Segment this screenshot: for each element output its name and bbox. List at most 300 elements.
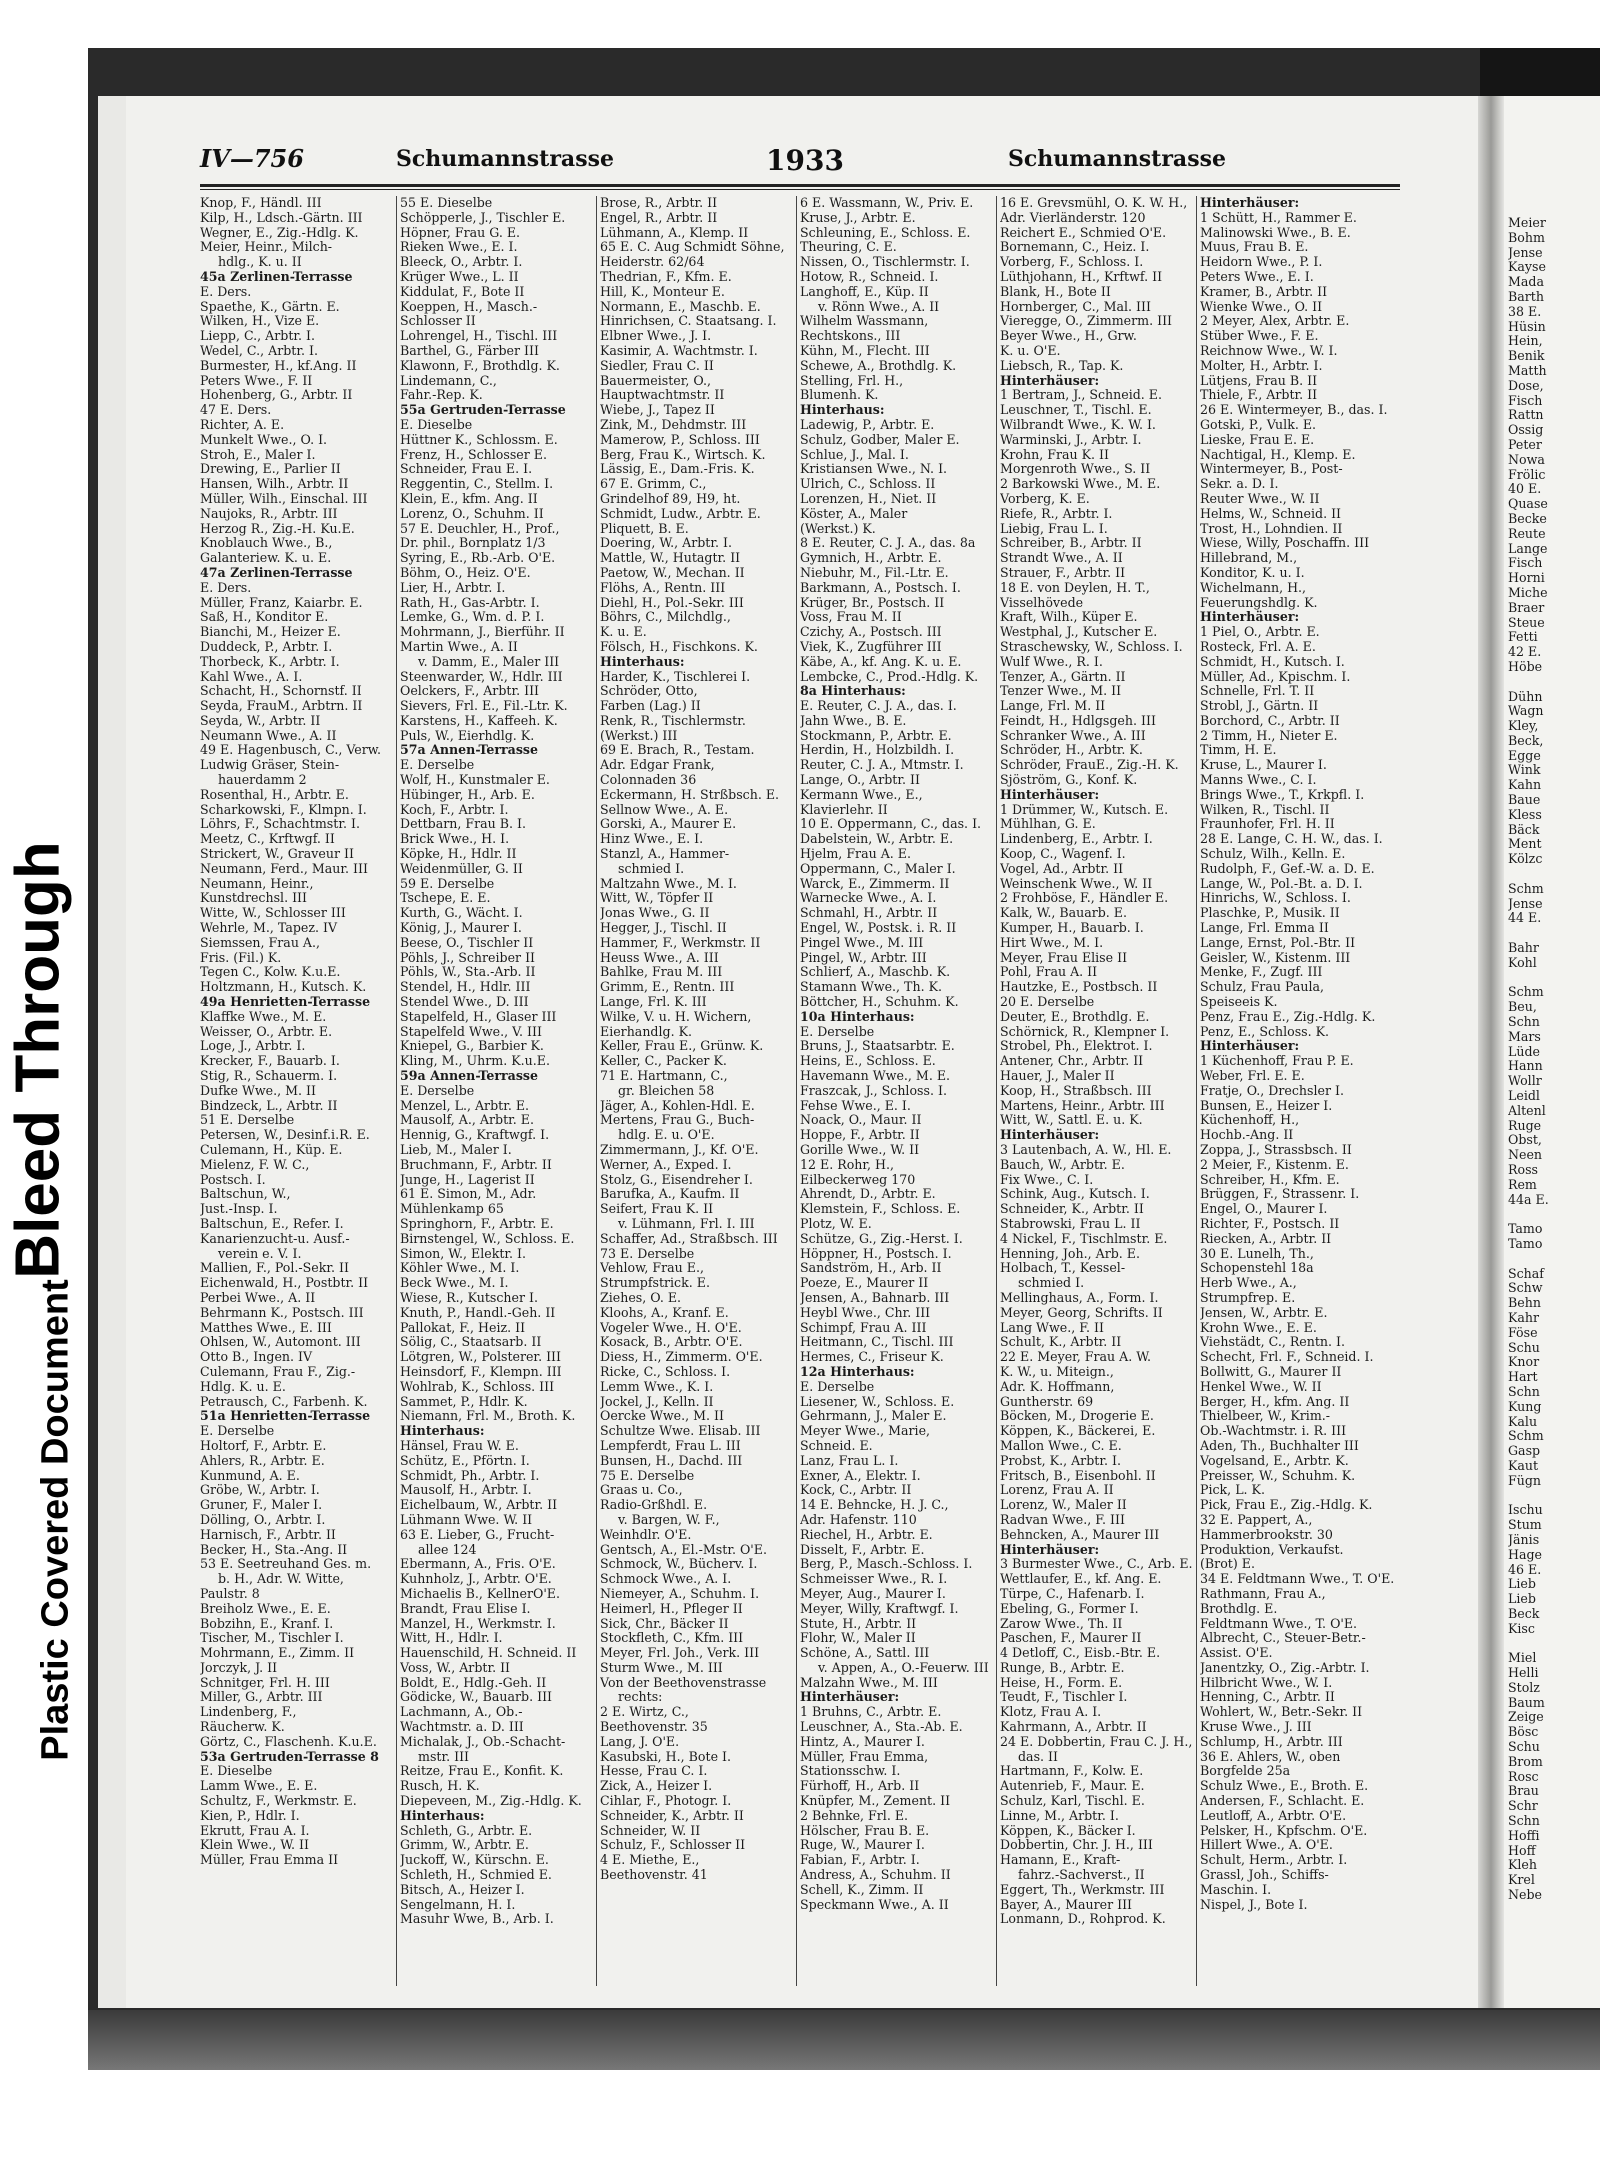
- directory-entry: Eichenwald, H., Postbtr. II: [200, 1276, 369, 1291]
- directory-columns: [200, 196, 1400, 1986]
- directory-entry: Strumpfrep. E.: [1200, 1290, 1296, 1305]
- directory-entry: Mühlhan, G. E.: [1000, 817, 1096, 832]
- next-page-fragment: 44a E.: [1508, 1192, 1549, 1207]
- directory-entry: Hillert Wwe., A. O'E.: [1200, 1838, 1333, 1853]
- directory-entry: Dölling, O., Arbtr. I.: [200, 1512, 326, 1527]
- directory-entry: Siemssen, Frau A.,: [200, 935, 321, 950]
- directory-entry: Hübinger, H., Arb. E.: [400, 787, 535, 802]
- directory-entry: Straschewsky, W., Schloss. I.: [1000, 639, 1183, 654]
- directory-entry: Rathmann, Frau A.,: [1200, 1586, 1326, 1601]
- directory-entry: E. Derselbe: [400, 1083, 475, 1098]
- directory-entry: Reuter Wwe., W. II: [1200, 491, 1320, 506]
- next-page-fragment: Lüde: [1508, 1044, 1540, 1059]
- directory-entry: Meetz, C., Krftwgf. II: [200, 832, 335, 847]
- directory-entry: Sturm Wwe., M. III: [600, 1660, 723, 1675]
- next-page-fragment: Schn: [1508, 1015, 1540, 1030]
- directory-entry: Kling, M., Uhrm. K.u.E.: [400, 1054, 550, 1069]
- directory-entry: 3 Lautenbach, A. W., Hl. E.: [1000, 1143, 1172, 1157]
- next-page-fragment: Jense: [1508, 245, 1543, 260]
- directory-entry: Kraft, Wilh., Küper E.: [1000, 610, 1138, 625]
- street-title-left: Schumannstrasse: [396, 146, 614, 172]
- directory-entry: Autenrieb, F., Maur. E.: [1000, 1779, 1145, 1794]
- next-page-fragment: Ruge: [1508, 1118, 1542, 1133]
- directory-entry: Ebeling, G., Former I.: [1000, 1601, 1139, 1616]
- directory-entry: Reichert E., Schmied O'E.: [1000, 225, 1167, 240]
- directory-entry: 75 E. Derselbe: [600, 1468, 695, 1483]
- directory-entry: 26 E. Wintermeyer, B., das. I.: [1200, 403, 1388, 418]
- directory-entry: Seyda, W., Arbtr. II: [200, 713, 321, 728]
- directory-entry: Schleth, H., Schmied E.: [400, 1868, 552, 1883]
- directory-entry: Reggentin, C., Stellm. I.: [400, 477, 554, 492]
- directory-entry: Schreiber, B., Arbtr. II: [1000, 536, 1142, 551]
- directory-entry: Köppen, K., Bäckerei, E.: [1000, 1424, 1156, 1439]
- directory-entry: Duddeck, P., Arbtr. I.: [200, 639, 333, 654]
- directory-entry: Eggert, Th., Werkmstr. III: [1000, 1882, 1165, 1897]
- directory-entry: Tischer, M., Tischler I.: [200, 1631, 344, 1646]
- directory-entry: Hinterhäuser:: [1200, 196, 1300, 210]
- directory-entry: Voss, Frau M. II: [800, 610, 902, 625]
- directory-entry: Lorenz, O., Schuhm. II: [400, 506, 544, 521]
- directory-column-5: [1000, 196, 1196, 1986]
- directory-entry: Farben (Lag.) II: [600, 699, 701, 714]
- directory-entry: Schmidt, H., Kutsch. I.: [1200, 654, 1345, 669]
- directory-entry: 36 E. Ahlers, W., oben: [1200, 1749, 1341, 1764]
- directory-entry: 16 E. Grevsmühl, O. K. W. H.,: [1000, 196, 1188, 210]
- directory-entry: (Brot) E.: [1200, 1557, 1255, 1572]
- directory-entry: Bauermeister, O.,: [600, 373, 711, 388]
- next-page-fragment: Neen: [1508, 1148, 1543, 1163]
- directory-entry: rechts:: [618, 1690, 663, 1705]
- next-page-fragment: Baue: [1508, 793, 1541, 808]
- directory-entry: Mellinghaus, A., Form. I.: [1000, 1290, 1159, 1305]
- directory-entry: Breiholz Wwe., E. E.: [200, 1601, 331, 1616]
- directory-entry: Stig, R., Schauerm. I.: [200, 1069, 338, 1084]
- directory-entry: Manzel, H., Werkmstr. I.: [400, 1616, 556, 1631]
- directory-entry: Paetow, W., Mechan. II: [600, 565, 745, 580]
- directory-entry: Plaschke, P., Musik. II: [1200, 906, 1340, 921]
- next-page-fragment: 42 E.: [1508, 645, 1542, 660]
- directory-entry: Ruge, W., Maurer I.: [800, 1838, 925, 1853]
- directory-entry: Köppen, K., Bäcker I.: [1000, 1823, 1136, 1838]
- directory-entry: Miller, G., Arbtr. III: [200, 1690, 323, 1705]
- directory-entry: Galanteriew. K. u. E.: [200, 551, 332, 566]
- directory-entry: Zick, A., Heizer I.: [600, 1779, 713, 1794]
- directory-entry: Culemann, Frau F., Zig.-: [200, 1364, 356, 1379]
- directory-column-4: [800, 196, 996, 1986]
- directory-entry: Birnstengel, W., Schloss. E.: [400, 1231, 575, 1246]
- directory-entry: Burmester, H., kf.Ang. II: [200, 358, 357, 373]
- directory-entry: E. Reuter, C. J. A., das. I.: [800, 699, 957, 714]
- directory-entry: Weidenmüller, G. II: [400, 861, 523, 876]
- directory-entry: Krüger, Br., Postsch. II: [800, 595, 945, 610]
- directory-entry: Bunsen, H., Dachd. III: [600, 1453, 743, 1468]
- next-page-fragment: Zeige: [1508, 1710, 1544, 1725]
- directory-entry: Heinsdorf, F., Klempn. III: [400, 1364, 562, 1379]
- directory-entry: Antener, Chr., Arbtr. II: [1000, 1054, 1144, 1069]
- directory-entry: Weisser, O., Arbtr. E.: [200, 1024, 333, 1039]
- directory-entry: 67 E. Grimm, C.,: [600, 477, 707, 492]
- directory-entry: Stanzl, A., Hammer-: [600, 847, 730, 862]
- directory-entry: Lorenzen, H., Niet. II: [800, 491, 937, 506]
- directory-entry: Wienke Wwe., O. II: [1200, 299, 1323, 314]
- directory-entry: Kalk, W., Bauarb. E.: [1000, 906, 1128, 921]
- next-page-fragment: Kleh: [1508, 1858, 1538, 1873]
- directory-entry: Krohn Wwe., E. E.: [1200, 1320, 1317, 1335]
- directory-entry: Lemke, G., Wm. d. P. I.: [400, 610, 545, 625]
- directory-entry: Mielenz, F. W. C.,: [200, 1157, 310, 1172]
- next-page-fragment: Schn: [1508, 1384, 1540, 1399]
- directory-entry: Leuschner, T., Tischl. E.: [1000, 403, 1152, 418]
- directory-entry: Stapelfeld Wwe., V. III: [400, 1024, 542, 1039]
- directory-entry: 53 E. Seetreuhand Ges. m.: [200, 1557, 372, 1572]
- directory-entry: Martin Wwe., A. II: [400, 639, 518, 654]
- next-page-fragment: Wollr: [1508, 1074, 1542, 1089]
- next-page-fragment: [1508, 926, 1600, 941]
- directory-entry: Lütjens, Frau B. II: [1200, 373, 1318, 388]
- directory-entry: 57a Annen-Terrasse: [400, 743, 539, 758]
- directory-entry: hauerdamm 2: [218, 773, 307, 788]
- next-page-fragment: Schu: [1508, 1340, 1540, 1355]
- directory-entry: Pöhls, J., Schreiber II: [400, 950, 536, 965]
- directory-entry: Jockel, J., Kelln. II: [600, 1394, 714, 1409]
- directory-entry: Köhler Wwe., M. I.: [400, 1261, 520, 1276]
- directory-entry: Schneider, K., Arbtr. II: [1000, 1202, 1144, 1217]
- directory-entry: Schimpf, Frau A. III: [800, 1320, 927, 1335]
- directory-entry: Strickert, W., Graveur II: [200, 847, 354, 862]
- directory-entry: Schöne, A., Sattl. III: [800, 1646, 930, 1661]
- directory-entry: 12a Hinterhaus:: [800, 1364, 915, 1379]
- directory-entry: Krohn, Frau K. II: [1000, 447, 1109, 462]
- next-page-fragment: Kayse: [1508, 260, 1546, 275]
- directory-entry: Schulz, Godber, Maler E.: [800, 432, 960, 447]
- directory-entry: Hotow, R., Schneid. I.: [800, 269, 939, 284]
- directory-entry: 2 Behnke, Frl. E.: [800, 1808, 909, 1823]
- directory-entry: Feldtmann Wwe., T. O'E.: [1200, 1616, 1358, 1631]
- directory-entry: Czichy, A., Postsch. III: [800, 625, 942, 640]
- directory-entry: 22 E. Meyer, Frau A. W.: [1000, 1350, 1152, 1365]
- directory-entry: Schnitger, Frl. H. III: [200, 1675, 330, 1690]
- directory-entry: Kramer, B., Arbtr. II: [1200, 284, 1328, 299]
- directory-entry: Maltzahn Wwe., M. I.: [600, 876, 737, 891]
- directory-entry: Zarow Wwe., Th. II: [1000, 1616, 1123, 1631]
- directory-entry: Heiderstr. 62/64: [600, 255, 705, 270]
- directory-entry: Barufka, A., Kaufm. II: [600, 1187, 740, 1202]
- next-page-fragment: Hoffi: [1508, 1828, 1540, 1843]
- next-page-fragment: Kohl: [1508, 955, 1537, 970]
- directory-entry: Witt, W., Sattl. E. u. K.: [1000, 1113, 1143, 1128]
- directory-entry: Krüger Wwe., L. II: [400, 269, 519, 284]
- directory-entry: 24 E. Dobbertin, Frau C. J. H.,: [1000, 1734, 1193, 1749]
- directory-entry: Aden, Th., Buchhalter III: [1200, 1438, 1359, 1453]
- directory-entry: Behrmann K., Postsch. III: [200, 1305, 364, 1320]
- directory-entry: E. Dieselbe: [200, 1764, 273, 1779]
- directory-entry: Thorbeck, K., Arbtr. I.: [200, 654, 340, 669]
- directory-entry: Schröder, H., Arbtr. K.: [1000, 743, 1143, 758]
- directory-entry: Langhoff, E., Küp. II: [800, 284, 929, 299]
- directory-entry: 30 E. Lunelh, Th.,: [1200, 1246, 1314, 1261]
- directory-entry: Berg, P., Masch.-Schloss. I.: [800, 1557, 973, 1572]
- directory-entry: Oelckers, F., Arbtr. III: [400, 684, 540, 699]
- directory-entry: Radvan Wwe., F. III: [1000, 1512, 1125, 1527]
- directory-entry: Heuss Wwe., A. III: [600, 950, 719, 965]
- directory-entry: E. Derselbe: [800, 1379, 875, 1394]
- directory-entry: 63 E. Lieber, G., Frucht-: [400, 1527, 555, 1542]
- side-label-area: [0, 640, 80, 1761]
- directory-entry: Schulz, Frau Paula,: [1200, 980, 1325, 995]
- directory-entry: Ebermann, A., Fris. O'E.: [400, 1557, 556, 1572]
- directory-entry: Heidorn Wwe., P. I.: [1200, 255, 1323, 270]
- next-page-fragment: 46 E.: [1508, 1562, 1542, 1577]
- next-page-fragment: Steue: [1508, 615, 1545, 630]
- directory-entry: Trost, H., Lohndien. II: [1200, 521, 1343, 536]
- directory-entry: Hoppe, F., Arbtr. II: [800, 1128, 920, 1143]
- next-page-fragment: Egge: [1508, 748, 1541, 763]
- page-header: [200, 140, 1400, 180]
- directory-entry: Paschen, F., Maurer II: [1000, 1631, 1142, 1646]
- directory-entry: 47a Zerlinen-Terrasse: [200, 565, 353, 580]
- directory-entry: Warck, E., Zimmerm. II: [800, 876, 950, 891]
- directory-entry: Gödicke, W., Bauarb. III: [400, 1690, 553, 1705]
- directory-entry: Warnecke Wwe., A. I.: [800, 891, 937, 906]
- directory-entry: Hölscher, Frau B. E.: [800, 1823, 930, 1838]
- next-page-fragment: Kahr: [1508, 1310, 1540, 1325]
- directory-entry: Rosenthal, H., Arbtr. E.: [200, 787, 349, 802]
- directory-entry: Görtz, C., Flaschenh. K.u.E.: [200, 1734, 377, 1749]
- directory-entry: Köpke, H., Hdlr. II: [400, 847, 517, 862]
- directory-entry: Borgfelde 25a: [1200, 1764, 1291, 1779]
- directory-entry: 55a Gertruden-Terrasse: [400, 403, 566, 418]
- directory-entry: Karstens, H., Kaffeeh. K.: [400, 713, 558, 728]
- directory-entry: Hinrichsen, C. Staatsang. I.: [600, 314, 777, 329]
- directory-entry: Oercke Wwe., M. II: [600, 1409, 724, 1424]
- directory-entry: Stolz, G., Eisendreher I.: [600, 1172, 753, 1187]
- directory-entry: Jensen, W., Arbtr. E.: [1200, 1305, 1328, 1320]
- directory-entry: Hilbricht Wwe., W. I.: [1200, 1675, 1333, 1690]
- directory-entry: Lange, Frl. K. III: [600, 995, 707, 1010]
- directory-entry: Beethovenstr. 35: [600, 1720, 708, 1735]
- directory-entry: Helms, W., Schneid. II: [1200, 506, 1342, 521]
- directory-entry: Hinterhäuser:: [1000, 1542, 1100, 1557]
- directory-entry: 49a Henrietten-Terrasse: [200, 995, 371, 1010]
- next-page-fragment: Kley,: [1508, 719, 1539, 734]
- directory-entry: Just.-Insp. I.: [200, 1202, 278, 1217]
- directory-entry: Steenwarder, W., Hdlr. III: [400, 669, 563, 684]
- directory-entry: Behncken, A., Maurer III: [1000, 1527, 1160, 1542]
- directory-entry: Plotz, W. E.: [800, 1216, 872, 1231]
- directory-entry: Jäger, A., Kohlen-Hdl. E.: [600, 1098, 755, 1113]
- directory-entry: Hinterhäuser:: [1000, 1128, 1100, 1143]
- directory-entry: Kasimir, A. Wachtmstr. I.: [600, 343, 758, 358]
- directory-entry: Mohrmann, J., Bierführ. II: [400, 625, 565, 640]
- directory-entry: Wichelmann, H.,: [1200, 580, 1307, 595]
- directory-entry: Lorenz, Frau A. II: [1000, 1483, 1114, 1498]
- directory-entry: Kasubski, H., Bote I.: [600, 1749, 732, 1764]
- directory-entry: Grindelhof 89, H9, ht.: [600, 491, 741, 506]
- directory-entry: Ludwig Gräser, Stein-: [200, 758, 340, 773]
- next-page-fragment: 40 E.: [1508, 482, 1542, 497]
- directory-entry: Geisler, W., Kistenm. III: [1200, 950, 1351, 965]
- directory-entry: E. Dieselbe: [400, 417, 473, 432]
- directory-entry: Preisser, W., Schuhm. K.: [1200, 1468, 1356, 1483]
- directory-entry: Andress, A., Schuhm. II: [800, 1868, 951, 1883]
- next-page-fragment: Brau: [1508, 1784, 1539, 1799]
- directory-entry: Lötgren, W., Polsterer. III: [400, 1350, 561, 1365]
- directory-entry: Schleth, G., Arbtr. E.: [400, 1823, 533, 1838]
- directory-entry: Lanz, Frau L. I.: [800, 1453, 899, 1468]
- directory-entry: Muus, Frau B. E.: [1200, 240, 1309, 255]
- directory-entry: Bitsch, A., Heizer I.: [400, 1882, 525, 1897]
- directory-entry: Schlosser II: [400, 314, 476, 329]
- directory-entry: Brandt, Frau Elise I.: [400, 1601, 531, 1616]
- directory-entry: Kahrmann, A., Arbtr. II: [1000, 1720, 1147, 1735]
- directory-entry: Hansen, Wilh., Arbtr. II: [200, 477, 349, 492]
- directory-entry: Bauch, W., Arbtr. E.: [1000, 1157, 1125, 1172]
- directory-entry: Berger, H., kfm. Ang. II: [1200, 1394, 1350, 1409]
- directory-entry: Wedel, C., Arbtr. I.: [200, 343, 318, 358]
- directory-entry: Lässig, E., Dam.-Fris. K.: [600, 462, 755, 477]
- directory-entry: Exner, A., Elektr. I.: [800, 1468, 921, 1483]
- directory-entry: Stamann Wwe., Th. K.: [800, 980, 942, 995]
- next-page-fragment: [1508, 971, 1600, 986]
- next-page-fragment: [1508, 867, 1600, 882]
- directory-entry: Knüpfer, M., Zement. II: [800, 1794, 951, 1809]
- directory-entry: Niemann, Frl. M., Broth. K.: [400, 1409, 576, 1424]
- directory-entry: Dettbarn, Frau B. I.: [400, 817, 526, 832]
- directory-entry: Seyda, FrauM., Arbtrn. II: [200, 699, 363, 714]
- directory-entry: Koop, C., Wagenf. I.: [1000, 847, 1126, 862]
- directory-entry: Otto B., Ingen. IV: [200, 1350, 313, 1365]
- directory-entry: Pöhls, W., Sta.-Arb. II: [400, 965, 536, 980]
- next-page-fragment: Knor: [1508, 1355, 1540, 1370]
- directory-entry: v. Bargen, W. F.,: [618, 1512, 720, 1527]
- directory-entry: Lempferdt, Frau L. III: [600, 1438, 741, 1453]
- directory-entry: K. u. E.: [600, 625, 647, 640]
- directory-entry: Hdlg. K. u. E.: [200, 1379, 286, 1394]
- directory-entry: Feuerungshdlg. K.: [1200, 595, 1318, 610]
- directory-entry: Kanarienzucht-u. Ausf.-: [200, 1231, 350, 1246]
- directory-entry: Hüttner K., Schlossm. E.: [400, 432, 558, 447]
- directory-entry: Pick, L. K.: [1200, 1483, 1265, 1498]
- next-page-fragment: Dühn: [1508, 689, 1543, 704]
- directory-entry: Müller, Frau Emma,: [800, 1749, 929, 1764]
- directory-entry: Menzel, L., Arbtr. E.: [400, 1098, 530, 1113]
- directory-entry: Flohr, W., Maler II: [800, 1631, 916, 1646]
- directory-entry: Wachtmstr. a. D. III: [400, 1720, 524, 1735]
- directory-entry: Andersen, F., Schlacht. E.: [1200, 1794, 1365, 1809]
- directory-entry: Cihlar, F., Photogr. I.: [600, 1794, 732, 1809]
- directory-entry: Tegen C., Kolw. K.u.E.: [200, 965, 341, 980]
- directory-entry: hdlg. E. u. O'E.: [618, 1128, 715, 1143]
- directory-entry: Hinterhaus:: [800, 403, 885, 418]
- directory-entry: 6 E. Wassmann, W., Priv. E.: [800, 196, 974, 210]
- directory-entry: Rieken Wwe., E. I.: [400, 240, 518, 255]
- directory-entry: Stroh, E., Maler I.: [200, 447, 316, 462]
- directory-entry: Herzog R., Zig.-H. Ku.E.: [200, 521, 355, 536]
- directory-entry: schmied I.: [618, 861, 685, 876]
- directory-entry: E. Derselbe: [200, 1424, 275, 1439]
- directory-entry: Witt, H., Hdlr. I.: [400, 1631, 503, 1646]
- directory-entry: Engel, O., Maurer I.: [1200, 1202, 1328, 1217]
- directory-entry: Renk, R., Tischlermstr.: [600, 713, 746, 728]
- directory-entry: Berg, Frau K., Wirtsch. K.: [600, 447, 766, 462]
- directory-entry: Hill, K., Monteur E.: [600, 284, 725, 299]
- directory-entry: Müller, Franz, Kaiarbr. E.: [200, 595, 363, 610]
- directory-entry: Kloohs, A., Kranf. E.: [600, 1305, 729, 1320]
- directory-entry: 4 Nickel, F., Tischlmstr. E.: [1000, 1231, 1168, 1246]
- directory-entry: Schütze, G., Zig.-Herst. I.: [800, 1231, 963, 1246]
- directory-entry: Schopenstehl 18a: [1200, 1261, 1314, 1276]
- directory-column-3: [600, 196, 796, 1986]
- next-page-fragment: Tamo: [1508, 1236, 1543, 1251]
- directory-entry: Fürhoff, H., Arb. II: [800, 1779, 920, 1794]
- directory-entry: Timm, H. E.: [1200, 743, 1277, 758]
- directory-entry: Vehlow, Frau E.,: [600, 1261, 704, 1276]
- directory-entry: Syring, E., Rb.-Arb. O'E.: [400, 551, 556, 566]
- directory-entry: Bruchmann, F., Arbtr. II: [400, 1157, 552, 1172]
- directory-entry: Meyer, Aug., Maurer I.: [800, 1586, 946, 1601]
- directory-entry: Wegner, E., Zig.-Hdlg. K.: [200, 225, 359, 240]
- next-page-fragment: Rosc: [1508, 1769, 1539, 1784]
- directory-entry: Grimm, E., Rentn. III: [600, 980, 735, 995]
- bleed-through-label: Bleed Through: [3, 841, 73, 1279]
- next-page-fragment: Stum: [1508, 1518, 1542, 1533]
- directory-entry: 51 E. Derselbe: [200, 1113, 295, 1128]
- directory-entry: Schmahl, H., Arbtr. II: [800, 906, 938, 921]
- directory-entry: Hamann, E., Kraft-: [1000, 1853, 1121, 1868]
- directory-entry: Mallien, F., Pol.-Sekr. II: [200, 1261, 349, 1276]
- directory-entry: 1 Schütt, H., Rammer E.: [1200, 210, 1357, 225]
- next-page-fragment: Schn: [1508, 1814, 1540, 1829]
- directory-entry: Türpe, C., Hafenarb. I.: [1000, 1586, 1145, 1601]
- directory-entry: Mühlenkamp 65: [400, 1202, 504, 1217]
- directory-entry: Kosack, B., Arbtr. O'E.: [600, 1335, 743, 1350]
- next-page-fragment: Meier: [1508, 216, 1546, 230]
- next-page-fragment: Beck: [1508, 1606, 1540, 1621]
- directory-entry: Schewe, A., Brothdlg. K.: [800, 358, 957, 373]
- directory-entry: verein e. V. I.: [218, 1246, 302, 1261]
- directory-entry: Postsch. I.: [200, 1172, 266, 1187]
- directory-entry: Holtzmann, H., Kutsch. K.: [200, 980, 367, 995]
- directory-entry: Hartmann, F., Kolw. E.: [1000, 1764, 1144, 1779]
- directory-entry: Schink, Aug., Kutsch. I.: [1000, 1187, 1150, 1202]
- directory-entry: Meyer, Frau Elise II: [1000, 950, 1128, 965]
- directory-entry: Colonnaden 36: [600, 773, 697, 788]
- directory-entry: Rosteck, Frl. A. E.: [1200, 639, 1316, 654]
- directory-entry: Noack, O., Maur. II: [800, 1113, 922, 1128]
- directory-entry: Paulstr. 8: [200, 1586, 260, 1601]
- directory-entry: Wintermeyer, B., Post-: [1200, 462, 1343, 477]
- directory-entry: Deuter, E., Brothdlg. E.: [1000, 1009, 1150, 1024]
- directory-entry: Wolf, H., Kunstmaler E.: [400, 773, 550, 788]
- directory-entry: Kunstdrechsl. III: [200, 891, 307, 906]
- directory-entry: Müller, Ad., Kpischm. I.: [1200, 669, 1351, 684]
- next-page-fragment: Hann: [1508, 1059, 1543, 1074]
- directory-entry: Klein, E., kfm. Ang. II: [400, 491, 538, 506]
- next-page-fragment: Schu: [1508, 1740, 1540, 1755]
- next-page-fragment: Hart: [1508, 1370, 1538, 1385]
- directory-entry: Bleeck, O., Arbtr. I.: [400, 255, 523, 270]
- next-page-fragment: Bahr: [1508, 941, 1539, 956]
- directory-entry: Gorille Wwe., W. II: [800, 1143, 920, 1157]
- directory-entry: Witt, W., Töpfer II: [600, 891, 714, 906]
- directory-entry: Maschin. I.: [1200, 1882, 1272, 1897]
- directory-entry: Schmidt, Ludw., Arbtr. E.: [600, 506, 761, 521]
- directory-entry: Stüber Wwe., F. E.: [1200, 329, 1319, 344]
- directory-entry: Strandt Wwe., A. II: [1000, 551, 1123, 566]
- directory-entry: 2 Meyer, Alex, Arbtr. E.: [1200, 314, 1350, 329]
- directory-entry: E. Derselbe: [400, 758, 475, 773]
- next-page-fragment: Beu,: [1508, 1000, 1537, 1015]
